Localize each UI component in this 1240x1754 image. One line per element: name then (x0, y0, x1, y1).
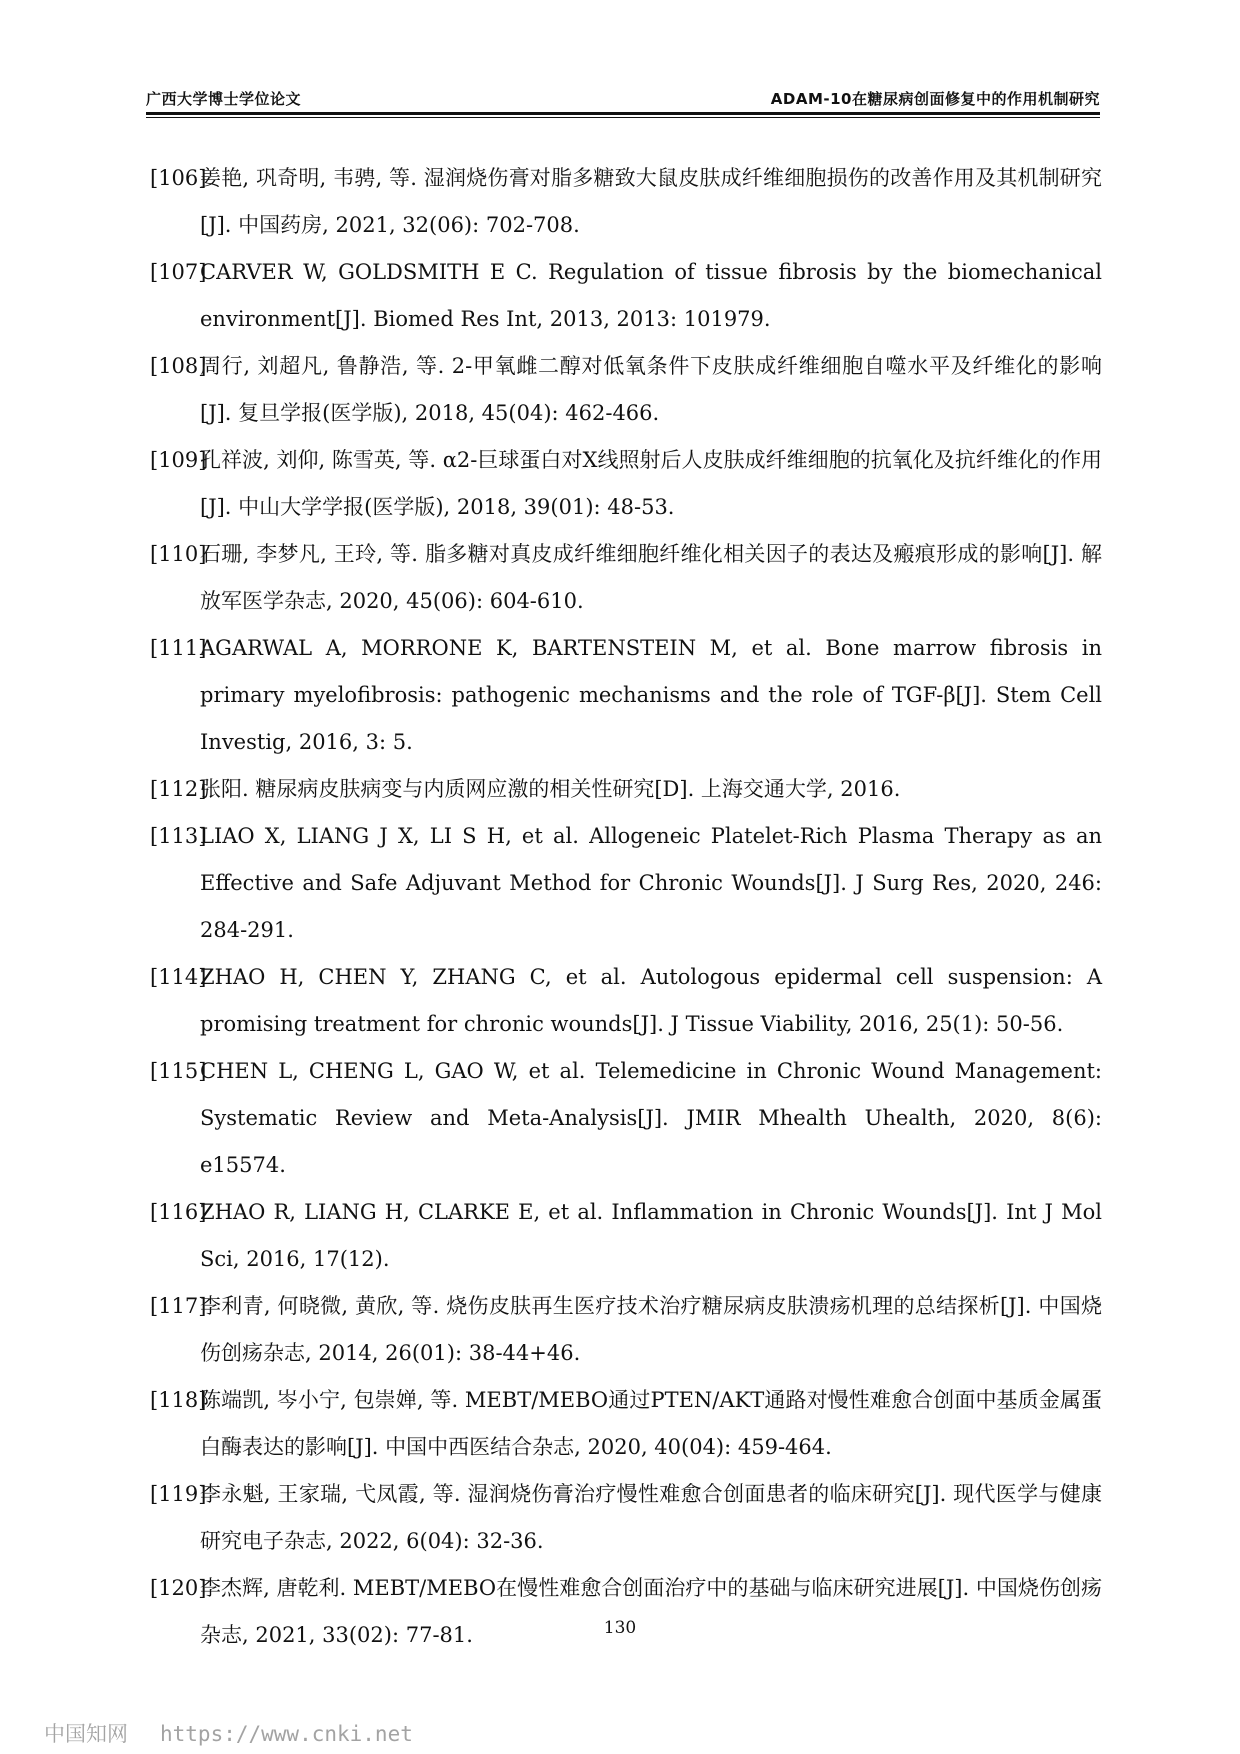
reference-number: [117] (150, 1294, 207, 1318)
reference-item (150, 1189, 1102, 1283)
reference-text: CHEN L, CHENG L, GAO W, et al. Telemedicine in Chronic Wound Management: Systematic Review and Meta-Analysis[J]. JMIR Mhealth Uhealth, 2020, 8(6): e15574. (200, 1059, 1102, 1177)
reference-item (150, 1471, 1102, 1565)
reference-text: 李杰辉, 唐乾利. MEBT/MEBO在慢性难愈合创面治疗中的基础与临床研究进展[J]. 中国烧伤创疡杂志, 2021, 33(02): 77-81. (200, 1576, 1102, 1647)
cnki-brand: 中国知网 (44, 1722, 128, 1746)
reference-number: [119] (150, 1482, 207, 1506)
page-number: 130 (603, 1618, 637, 1638)
reference-item (150, 343, 1102, 437)
reference-number: [109] (150, 448, 207, 472)
reference-item (150, 813, 1102, 954)
reference-item (150, 1048, 1102, 1189)
header-rule-thick (146, 112, 1100, 115)
reference-number: [107] (150, 260, 207, 284)
reference-item (150, 954, 1102, 1048)
header-thesis-title: ADAM-10在糖尿病创面修复中的作用机制研究 (770, 90, 1100, 108)
reference-item (150, 1377, 1102, 1471)
reference-number: [114] (150, 965, 207, 989)
reference-item (150, 155, 1102, 249)
reference-text: ZHAO R, LIANG H, CLARKE E, et al. Inflammation in Chronic Wounds[J]. Int J Mol Sci, 2016, 17(12). (200, 1200, 1102, 1271)
reference-number: [112] (150, 777, 207, 801)
reference-number: [116] (150, 1200, 207, 1224)
reference-item (150, 531, 1102, 625)
reference-text: CARVER W, GOLDSMITH E C. Regulation of tissue fibrosis by the biomechanical environment[J]. Biomed Res Int, 2013, 2013: 101979. (200, 260, 1102, 331)
reference-number: [113] (150, 824, 207, 848)
reference-text: ZHAO H, CHEN Y, ZHANG C, et al. Autologous epidermal cell suspension: A promising treatment for chronic wounds[J]. J Tissue Viability, 2016, 25(1): 50-56. (200, 965, 1102, 1036)
reference-number: [118] (150, 1388, 207, 1412)
reference-text: 李永魁, 王家瑞, 弋凤霞, 等. 湿润烧伤膏治疗慢性难愈合创面患者的临床研究[J]. 现代医学与健康研究电子杂志, 2022, 6(04): 32-36. (200, 1482, 1102, 1553)
reference-list (150, 155, 1102, 1659)
reference-text: AGARWAL A, MORRONE K, BARTENSTEIN M, et al. Bone marrow fibrosis in primary myelofibrosis: pathogenic mechanisms and the role of TGF-β[J]. Stem Cell Investig, 2016, 3: 5. (200, 636, 1102, 754)
reference-item (150, 766, 1102, 813)
reference-item (150, 1565, 1102, 1659)
reference-text: 周行, 刘超凡, 鲁静浩, 等. 2-甲氧雌二醇对低氧条件下皮肤成纤维细胞自噬水平及纤维化的影响[J]. 复旦学报(医学版), 2018, 45(04): 462-466. (200, 354, 1102, 425)
reference-number: [111] (150, 636, 207, 660)
reference-number: [115] (150, 1059, 207, 1083)
reference-number: [110] (150, 542, 207, 566)
reference-item (150, 1283, 1102, 1377)
header-rule-thin (146, 117, 1100, 118)
reference-text: 孔祥波, 刘仰, 陈雪英, 等. α2-巨球蛋白对X线照射后人皮肤成纤维细胞的抗氧化及抗纤维化的作用[J]. 中山大学学报(医学版), 2018, 39(01): 48-53. (200, 448, 1102, 519)
reference-number: [106] (150, 166, 207, 190)
running-header (146, 84, 1100, 112)
reference-text: 姜艳, 巩奇明, 韦骋, 等. 湿润烧伤膏对脂多糖致大鼠皮肤成纤维细胞损伤的改善作用及其机制研究[J]. 中国药房, 2021, 32(06): 702-708. (200, 166, 1102, 237)
reference-item (150, 249, 1102, 343)
reference-text: 张阳. 糖尿病皮肤病变与内质网应激的相关性研究[D]. 上海交通大学, 2016. (200, 777, 901, 801)
reference-text: LIAO X, LIANG J X, LI S H, et al. Allogeneic Platelet-Rich Plasma Therapy as an Effective and Safe Adjuvant Method for Chronic Wounds[J]. J Surg Res, 2020, 246: 284-291. (200, 824, 1102, 942)
reference-item (150, 437, 1102, 531)
reference-text: 石珊, 李梦凡, 王玲, 等. 脂多糖对真皮成纤维细胞纤维化相关因子的表达及瘢痕形成的影响[J]. 解放军医学杂志, 2020, 45(06): 604-610. (200, 542, 1102, 613)
reference-number: [120] (150, 1576, 207, 1600)
reference-text: 李利青, 何晓微, 黄欣, 等. 烧伤皮肤再生医疗技术治疗糖尿病皮肤溃疡机理的总结探析[J]. 中国烧伤创疡杂志, 2014, 26(01): 38-44+46. (200, 1294, 1102, 1365)
reference-item (150, 625, 1102, 766)
header-thesis-type: 广西大学博士学位论文 (146, 90, 302, 108)
reference-number: [108] (150, 354, 207, 378)
reference-text: 陈端凯, 岑小宁, 包崇婵, 等. MEBT/MEBO通过PTEN/AKT通路对慢性难愈合创面中基质金属蛋白酶表达的影响[J]. 中国中西医结合杂志, 2020, 40(04): 459-464. (200, 1388, 1102, 1459)
watermark-footer (44, 1718, 413, 1748)
cnki-url: https://www.cnki.net (160, 1722, 413, 1746)
